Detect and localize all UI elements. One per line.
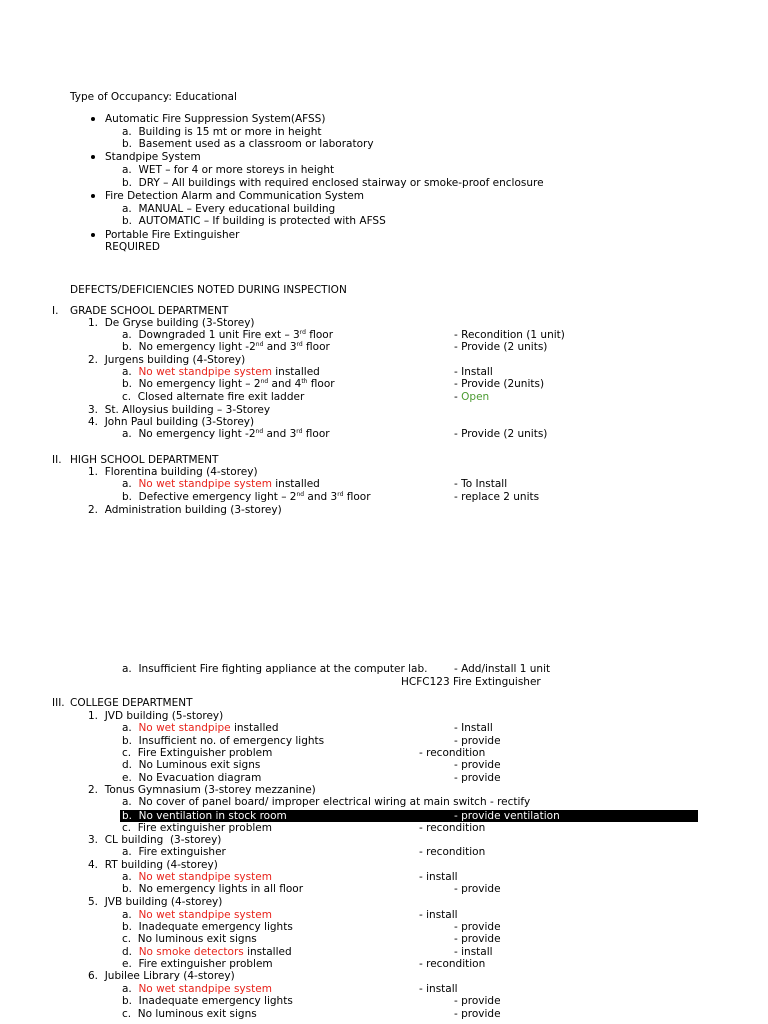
grade-b1-action-b: - Provide (2 units) xyxy=(454,341,548,353)
lib-action-a: - install xyxy=(419,983,458,995)
college-num: III. xyxy=(52,697,65,709)
grade-building-3: 3. St. Alloysius building – 3-Storey xyxy=(88,404,271,416)
grade-building-2: 2. Jurgens building (4-Storey) xyxy=(88,354,246,366)
rt-item-b: b. No emergency lights in all floor xyxy=(122,883,304,895)
grade-b2-action-b: - Provide (2units) xyxy=(454,378,545,390)
tonus-action-c: - recondition xyxy=(419,822,486,834)
tonus-item-a: a. No cover of panel board/ improper electrical wiring at main switch - rectify xyxy=(122,796,531,808)
cl-action-a: - recondition xyxy=(419,846,486,858)
high-b1-item-a: a. No wet standpipe system installed xyxy=(122,478,320,490)
high-b1-action-a: - To Install xyxy=(454,478,508,490)
rt-action-b: - provide xyxy=(454,883,501,895)
jvb-action-d: - install xyxy=(454,946,493,958)
jvd-action-e: - provide xyxy=(454,772,501,784)
lib-action-b: - provide xyxy=(454,995,501,1007)
occupancy-heading: Type of Occupancy: Educational xyxy=(70,91,237,103)
req-afss: Automatic Fire Suppression System(AFSS) xyxy=(105,113,326,125)
jvd-item-e: e. No Evacuation diagram xyxy=(122,772,262,784)
college-building-jvd: 1. JVD building (5-storey) xyxy=(88,710,224,722)
tonus-action-b: - provide ventilation xyxy=(454,810,560,822)
grade-b1-item-b: b. No emergency light -2nd and 3rd floor xyxy=(122,341,330,353)
req-pfe: Portable Fire Extinguisher xyxy=(105,229,240,241)
jvb-action-e: - recondition xyxy=(419,958,486,970)
grade-b2-item-a: a. No wet standpipe system installed xyxy=(122,366,320,378)
req-afss-a: a. Building is 15 mt or more in height xyxy=(122,126,322,138)
college-building-tonus: 2. Tonus Gymnasium (3-storey mezzanine) xyxy=(88,784,316,796)
bullet-icon xyxy=(91,155,95,159)
bullet-icon xyxy=(91,233,95,237)
rt-item-a: a. No wet standpipe system xyxy=(122,871,272,883)
high-title: HIGH SCHOOL DEPARTMENT xyxy=(70,454,219,466)
high-b1-action-b: - replace 2 units xyxy=(454,491,540,503)
grade-building-4: 4. John Paul building (3-Storey) xyxy=(88,416,255,428)
jvd-action-c: - recondition xyxy=(419,747,486,759)
college-building-library: 6. Jubilee Library (4-storey) xyxy=(88,970,235,982)
rt-action-a: - install xyxy=(419,871,458,883)
jvb-action-a: - install xyxy=(419,909,458,921)
jvb-item-c: c. No luminous exit signs xyxy=(122,933,257,945)
grade-title: GRADE SCHOOL DEPARTMENT xyxy=(70,305,229,317)
grade-b2-action-a: - Install xyxy=(454,366,493,378)
tonus-item-b: b. No ventilation in stock room xyxy=(122,810,287,822)
jvd-action-d: - provide xyxy=(454,759,501,771)
req-standpipe-a: a. WET – for 4 or more storeys in height xyxy=(122,164,335,176)
lib-item-c: c. No luminous exit signs xyxy=(122,1008,257,1020)
jvd-action-a: - Install xyxy=(454,722,493,734)
jvd-item-b: b. Insufficient no. of emergency lights xyxy=(122,735,325,747)
high-b2-action-a-2: HCFC123 Fire Extinguisher xyxy=(401,676,541,688)
jvd-item-d: d. No Luminous exit signs xyxy=(122,759,261,771)
req-fdas-a: a. MANUAL – Every educational building xyxy=(122,203,336,215)
req-standpipe: Standpipe System xyxy=(105,151,201,163)
jvb-action-c: - provide xyxy=(454,933,501,945)
jvb-item-d: d. No smoke detectors installed xyxy=(122,946,292,958)
req-fdas: Fire Detection Alarm and Communication System xyxy=(105,190,364,202)
high-b2-item-a: a. Insufficient Fire fighting appliance at the computer lab. xyxy=(122,663,428,675)
req-standpipe-b: b. DRY – All buildings with required enclosed stairway or smoke-proof enclosure xyxy=(122,177,544,189)
grade-building-1: 1. De Gryse building (3-Storey) xyxy=(88,317,255,329)
req-fdas-b: b. AUTOMATIC – If building is protected with AFSS xyxy=(122,215,386,227)
grade-b1-item-a: a. Downgraded 1 unit Fire ext – 3rd floor xyxy=(122,329,334,341)
grade-num: I. xyxy=(52,305,59,317)
grade-b4-item-a: a. No emergency light -2nd and 3rd floor xyxy=(122,428,330,440)
bullet-icon xyxy=(91,117,95,121)
req-afss-b: b. Basement used as a classroom or laboratory xyxy=(122,138,374,150)
tonus-item-c: c. Fire extinguisher problem xyxy=(122,822,272,834)
grade-b2-item-b: b. No emergency light – 2nd and 4th floor xyxy=(122,378,335,390)
lib-item-a: a. No wet standpipe system xyxy=(122,983,272,995)
high-b1-item-b: b. Defective emergency light – 2nd and 3rd floor xyxy=(122,491,371,503)
high-building-2: 2. Administration building (3-storey) xyxy=(88,504,282,516)
college-building-jvb: 5. JVB building (4-storey) xyxy=(88,896,223,908)
high-b2-action-a: - Add/install 1 unit xyxy=(454,663,551,675)
grade-b2-action-c: - Open xyxy=(454,391,490,403)
req-pfe-note: REQUIRED xyxy=(105,241,160,253)
jvb-item-a: a. No wet standpipe system xyxy=(122,909,272,921)
college-building-cl: 3. CL building (3-storey) xyxy=(88,834,222,846)
grade-b2-item-c: c. Closed alternate fire exit ladder xyxy=(122,391,305,403)
lib-action-c: - provide xyxy=(454,1008,501,1020)
college-building-rt: 4. RT building (4-storey) xyxy=(88,859,218,871)
jvb-action-b: - provide xyxy=(454,921,501,933)
jvb-item-b: b. Inadequate emergency lights xyxy=(122,921,293,933)
high-building-1: 1. Florentina building (4-storey) xyxy=(88,466,258,478)
lib-item-b: b. Inadequate emergency lights xyxy=(122,995,293,1007)
high-num: II. xyxy=(52,454,62,466)
cl-item-a: a. Fire extinguisher xyxy=(122,846,226,858)
defects-heading: DEFECTS/DEFICIENCIES NOTED DURING INSPECTION xyxy=(70,284,347,296)
highlighted-row xyxy=(120,810,698,822)
jvd-action-b: - provide xyxy=(454,735,501,747)
college-title: COLLEGE DEPARTMENT xyxy=(70,697,193,709)
jvd-item-a: a. No wet standpipe installed xyxy=(122,722,279,734)
jvd-item-c: c. Fire Extinguisher problem xyxy=(122,747,273,759)
grade-b1-action-a: - Recondition (1 unit) xyxy=(454,329,565,341)
jvb-item-e: e. Fire extinguisher problem xyxy=(122,958,273,970)
bullet-icon xyxy=(91,194,95,198)
grade-b4-action-a: - Provide (2 units) xyxy=(454,428,548,440)
